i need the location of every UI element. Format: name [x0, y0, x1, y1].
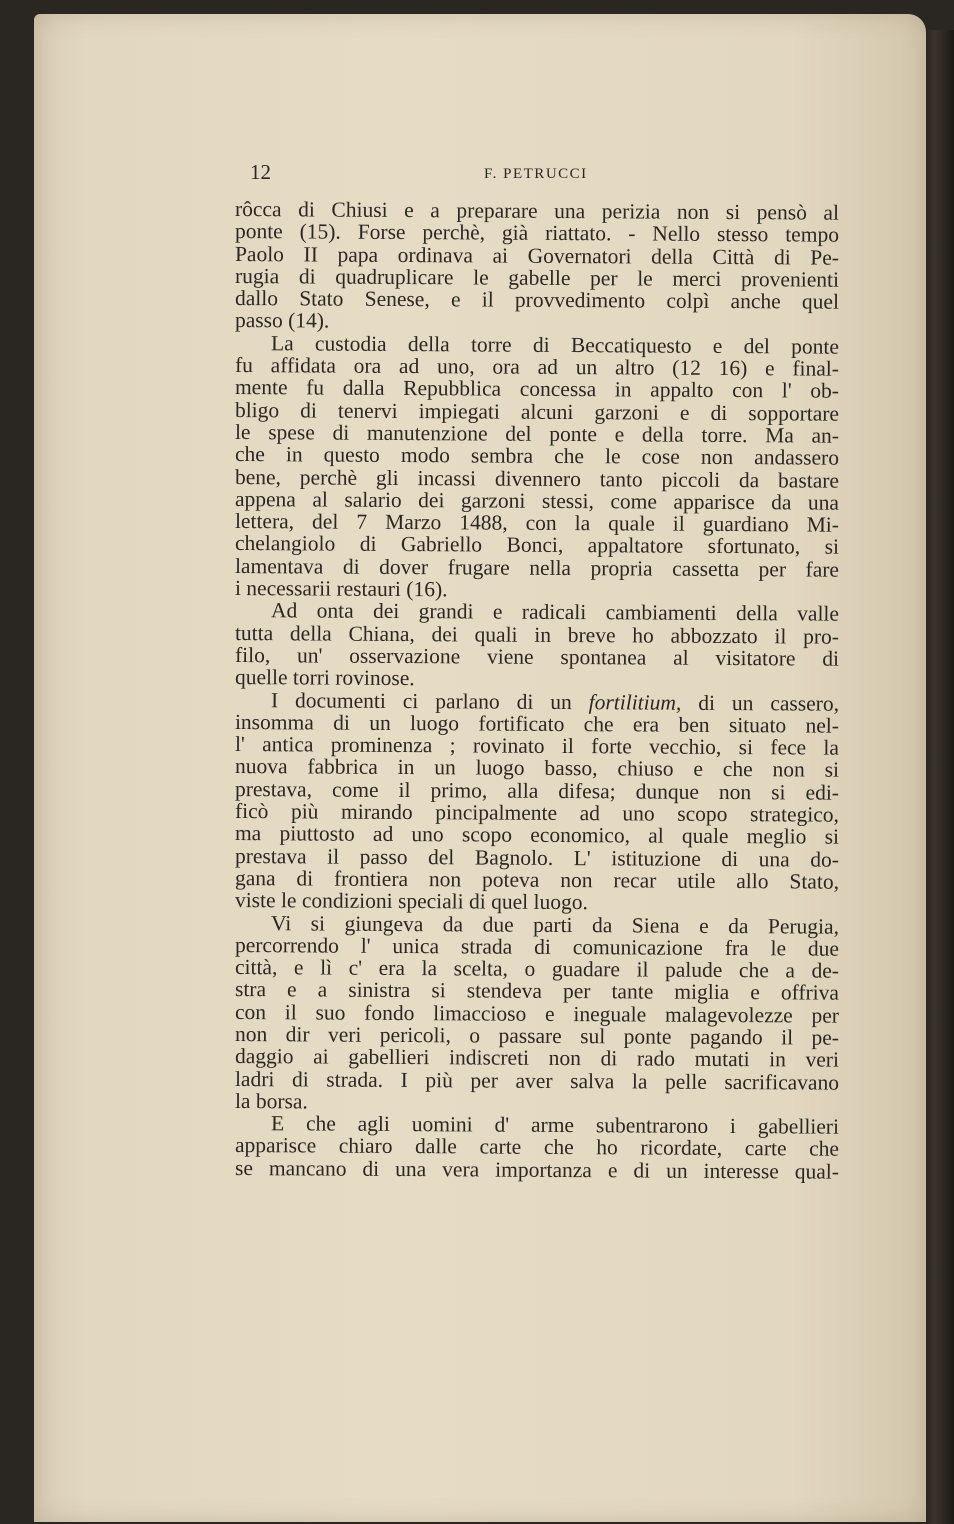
- text-line: nuova fabbrica in un luogo basso, chiuso e che non si: [234, 754, 840, 783]
- running-head-author: F. PETRUCCI: [484, 166, 588, 182]
- text-line: bene, perchè gli incassi divennero tanto piccoli da bastare: [234, 464, 840, 493]
- text-line: ma piuttosto ad uno scopo economico, al quale meglio si: [234, 821, 840, 850]
- italic-term: fortilitium,: [588, 689, 682, 715]
- text-line: Ad onta dei grandi e radicali cambiamenti della valle: [270, 598, 840, 627]
- text-line: lettera, del 7 Marzo 1488, con la quale il guardiano Mi-: [234, 509, 840, 537]
- text-line: chelangiolo di Gabriello Bonci, appaltatore sfortunato, si: [234, 531, 840, 560]
- text-line: fu affidata ora ad uno, ora ad un altro (12 16) e final-: [234, 353, 840, 381]
- text-line: rôcca di Chiusi e a preparare una perizia non si pensò al: [234, 197, 840, 225]
- text-line: La custodia della torre di Beccatiquesto e del ponte: [270, 331, 840, 359]
- text-line: tutta della Chiana, dei quali in breve ho abbozzato il pro-: [234, 620, 840, 649]
- text-line: non dir veri pericoli, o passare sul ponte pagando il pe-: [234, 1021, 840, 1050]
- text-line: prestava il passo del Bagnolo. L' istituzione di una do-: [234, 843, 840, 872]
- text-line: bligo di tenervi impiegati alcuni garzoni e di sopportare: [234, 397, 840, 426]
- book-binding-edge: [926, 30, 954, 1524]
- text-line: che in questo modo sembra che le cose non andassero: [234, 442, 840, 470]
- text-line: dallo Stato Senese, e il provvedimento colpì anche quel: [234, 286, 840, 314]
- text-line: percorrendo l' unica strada di comunicazione fra le due: [234, 932, 840, 961]
- text-line: I documenti ci parlano di un fortilitium, di un cassero,: [270, 687, 840, 716]
- text-line: insomma di un luogo fortificato che era ben situato nel-: [234, 709, 840, 738]
- text-line: appena al salario dei garzoni stessi, come apparisce da una: [234, 486, 840, 515]
- text-line: ladri di strada. I più per aver salva la pelle sacrificavano: [234, 1066, 840, 1095]
- text-line: quelle torri rovinose.: [234, 665, 415, 691]
- text-line: viste le condizioni speciali di quel luogo.: [234, 888, 588, 915]
- text-line: rugia di quadruplicare le gabelle per le merci provenienti: [234, 263, 840, 292]
- text-line: filo, un' osservazione viene spontanea al visitatore di: [234, 642, 840, 671]
- text-line: stra e a sinistra si stendeva per tante miglia e offriva: [234, 977, 840, 1006]
- text-line: ficò più mirando pincipalmente ad uno scopo strategico,: [234, 799, 840, 827]
- text-line: apparisce chiaro dalle carte che ho ricordate, carte che: [234, 1133, 840, 1162]
- text-line: lamentava di dover frugare nella propria cassetta per fare: [234, 553, 840, 582]
- text-line: ponte (15). Forse perchè, già riattato. - Nello stesso tempo: [234, 219, 840, 247]
- text-line: prestava, come il primo, alla difesa; dunque non si edi-: [234, 776, 840, 805]
- text-line: con il suo fondo limaccioso e ineguale malagevolezze per: [234, 999, 840, 1028]
- running-head: [250, 160, 840, 190]
- text-line: gana di frontiera non poteva non recar utile allo Stato,: [234, 865, 840, 894]
- text-line: città, e lì c' era la scelta, o guadare il palude che a de-: [234, 955, 840, 983]
- page-number: 12: [250, 160, 271, 184]
- body-text: [234, 197, 840, 1184]
- text-line: se mancano di una vera importanza e di un interesse qual-: [234, 1155, 840, 1184]
- text-line: l' antica prominenza ; rovinato il forte vecchio, si fece la: [234, 732, 840, 760]
- text-line: passo (14).: [234, 308, 330, 334]
- text-line: le spese di manutenzione del ponte e della torre. Ma an-: [234, 419, 840, 448]
- text-line: la borsa.: [234, 1088, 308, 1114]
- text-line: Paolo II papa ordinava ai Governatori della Città di Pe-: [234, 241, 840, 270]
- text-line: i necessarii restauri (16).: [234, 576, 448, 602]
- text-line: Vi si giungeva da due parti da Siena e da Perugia,: [270, 910, 840, 939]
- text-line: daggio ai gabellieri indiscreti non di rado mutati in veri: [234, 1044, 840, 1072]
- text-line: mente fu dalla Repubblica concessa in appalto con l' ob-: [234, 375, 840, 404]
- text-line: E che agli uomini d' arme subentrarono i gabellieri: [270, 1111, 840, 1139]
